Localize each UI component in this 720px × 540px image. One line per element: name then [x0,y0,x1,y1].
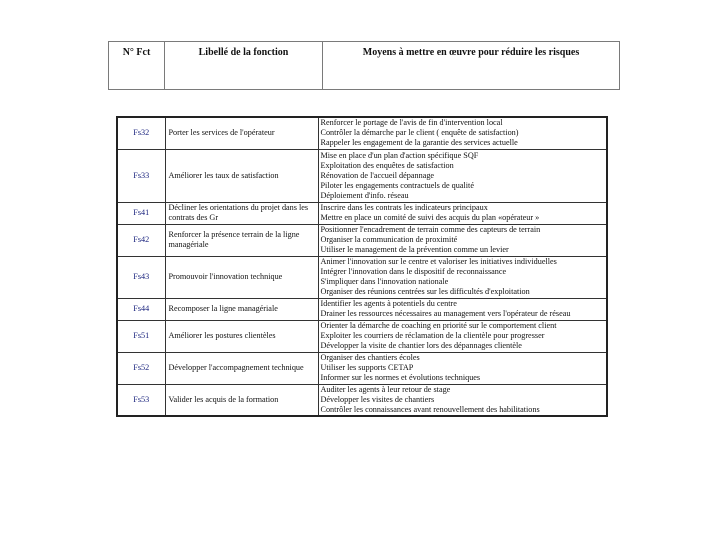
means-cell [318,384,607,416]
table-row [117,256,607,298]
function-label: Décliner les orientations du projet dans les contrats des Gr [165,202,318,224]
function-code: Fs33 [117,149,165,202]
means-item: Exploiter les courriers de réclamation de la clientèle pour progresser [320,331,545,340]
means-cell [318,256,607,298]
means-item: S'impliquer dans l'innovation nationale [320,277,449,286]
function-code: Fs41 [117,202,165,224]
function-code: Fs32 [117,117,165,149]
means-item: Mettre en place un comité de suivi des acquis du plan «opérateur » [320,213,540,222]
header-means: Moyens à mettre en œuvre pour réduire les risques [323,42,620,90]
means-item: Utiliser les supports CETAP [320,363,414,372]
function-code: Fs51 [117,320,165,352]
means-item: Contrôler la démarche par le client ( enquête de satisfaction) [320,128,519,138]
table-row [117,224,607,256]
table-row [117,202,607,224]
table-row [117,320,607,352]
means-item: Renforcer le portage de l'avis de fin d'intervention local [320,118,503,128]
means-item: Contrôler les connaissances avant renouvellement des habilitations [320,404,540,414]
means-item: Orienter la démarche de coaching en priorité sur le comportement client [320,321,557,330]
means-item: Intégrer l'innovation dans le dispositif de reconnaissance [320,267,507,276]
function-label: Renforcer la présence terrain de la ligne managériale [165,224,318,256]
function-label: Recomposer la ligne managériale [165,298,318,320]
function-label: Améliorer les postures clientèles [165,320,318,352]
means-item: Informer sur les normes et évolutions techniques [320,373,481,382]
function-label: Développer l'accompagnement technique [165,352,318,384]
means-item: Rappeler les engagement de la garantie des services actuelle [320,138,518,148]
function-label: Valider les acquis de la formation [165,384,318,416]
function-code: Fs42 [117,224,165,256]
means-item: Développer la visite de chantier lors des dépannages clientèle [320,341,522,350]
header-row [109,42,620,90]
means-item: Exploitation des enquêtes de satisfaction [320,160,454,170]
risk-means-table [116,116,608,417]
table-row [117,352,607,384]
table-row [117,384,607,416]
function-label: Améliorer les taux de satisfaction [165,149,318,202]
means-item: Positionner l'encadrement de terrain comme des capteurs de terrain [320,225,541,234]
table-body [117,117,607,416]
means-item: Développer les visites de chantiers [320,394,435,404]
means-item: Utiliser le management de la prévention comme un levier [320,245,509,254]
header-fct-number: N° Fct [109,42,165,90]
function-code: Fs53 [117,384,165,416]
means-item: Organiser des réunions centrées sur les difficultés d'exploitation [320,287,530,296]
means-item: Mise en place d'un plan d'action spécifique SQF [320,150,479,160]
means-cell [318,202,607,224]
means-cell [318,117,607,149]
table-row [117,149,607,202]
means-cell [318,224,607,256]
means-item: Déploiement d'info. réseau [320,190,409,200]
function-code: Fs43 [117,256,165,298]
means-item: Identifier les agents à potentiels du centre [320,299,457,308]
means-item: Drainer les ressources nécessaires au management vers l'opérateur de réseau [320,309,571,318]
header-table [108,41,620,90]
means-cell [318,352,607,384]
means-item: Inscrire dans les contrats les indicateurs principaux [320,203,488,212]
function-label: Porter les services de l'opérateur [165,117,318,149]
means-item: Auditer les agents à leur retour de stage [320,384,451,394]
means-item: Rénovation de l'accueil dépannage [320,170,435,180]
function-code: Fs52 [117,352,165,384]
means-item: Organiser la communication de proximité [320,235,458,244]
means-item: Organiser des chantiers écoles [320,353,420,362]
means-cell [318,149,607,202]
table-row [117,298,607,320]
means-cell [318,298,607,320]
function-code: Fs44 [117,298,165,320]
function-label: Promouvoir l'innovation technique [165,256,318,298]
table-row [117,117,607,149]
header-function-label: Libellé de la fonction [165,42,323,90]
means-item: Animer l'innovation sur le centre et valoriser les initiatives individuelles [320,257,557,266]
means-cell [318,320,607,352]
means-item: Piloter les engagements contractuels de qualité [320,180,474,190]
